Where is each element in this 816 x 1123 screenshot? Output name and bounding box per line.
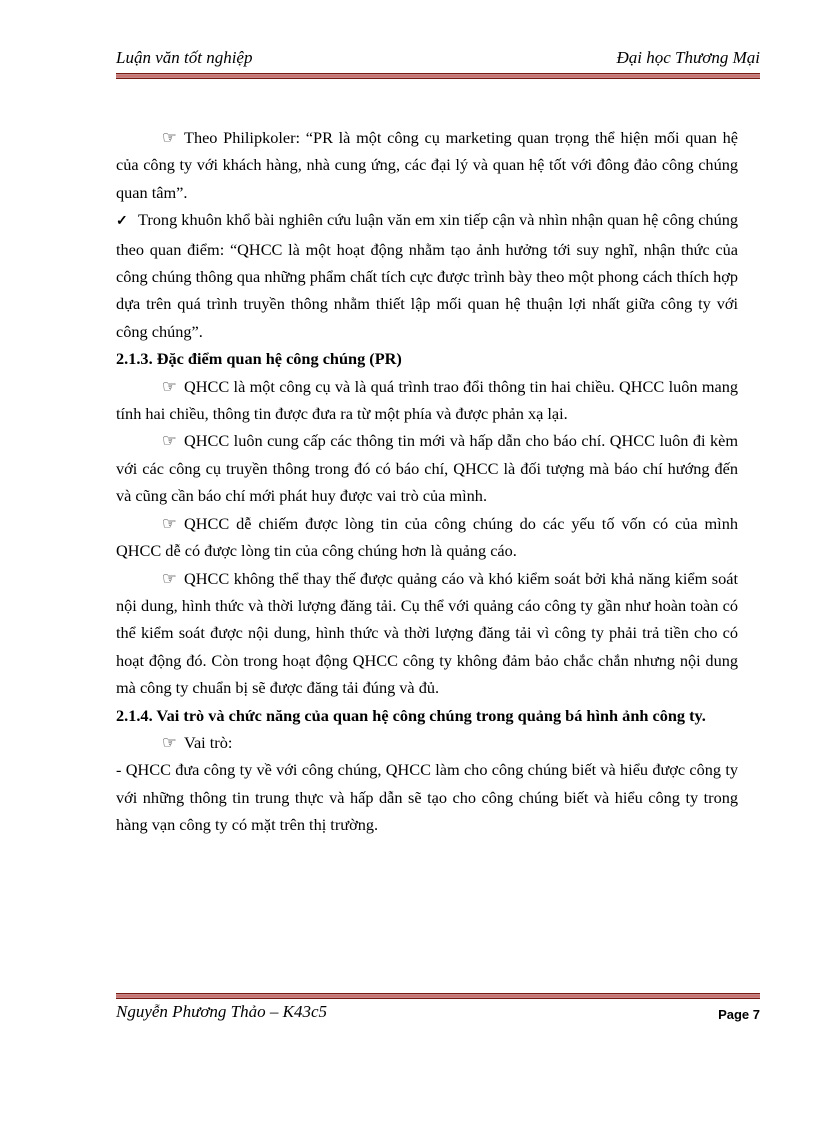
- subheading-role: ☞ Vai trò:: [116, 729, 738, 756]
- paragraph-approach: ✓ Trong khuôn khổ bài nghiên cứu luận văn em xin tiếp cận và nhìn nhận quan hệ công chúng theo quan điểm: “QHCC là một hoạt động nhằm tạo ảnh hưởng tới suy nghĩ, nhận thức của công chúng thông qua những phẩm chất tích cực được trình bày theo một phong cách thích hợp dựa trên quá trình truyền thông nhằm thiết lập mối quan hệ thuận lợi nhất giữa công ty với công chúng”.: [116, 210, 738, 341]
- check-arrow-icon: ✓: [116, 214, 128, 230]
- paragraph-role-item: - QHCC đưa công ty về với công chúng, QHCC làm cho công chúng biết và hiểu được công ty với những thông tin trung thực và hấp dẫn sẽ tạo cho công chúng biết và hiểu công ty trong hàng vạn công ty có mặt trên thị trường.: [116, 760, 738, 835]
- pointing-hand-icon: ☞: [162, 568, 177, 588]
- document-body: [116, 124, 738, 839]
- header-rule: [116, 73, 760, 79]
- paragraph-trust: ☞ QHCC dễ chiếm được lòng tin của công chúng do các yếu tố vốn có của mình QHCC dễ có được lòng tin của công chúng hơn là quảng cáo.: [116, 510, 738, 565]
- header-thesis-title: Luận văn tốt nghiệp: [116, 48, 253, 67]
- section-heading-2-1-3: 2.1.3. Đặc điểm quan hệ công chúng (PR): [116, 349, 402, 369]
- pointing-hand-icon: ☞: [162, 732, 177, 752]
- page-header: [116, 48, 760, 72]
- paragraph-two-way: ☞ QHCC là một công cụ và là quá trình trao đổi thông tin hai chiều. QHCC luôn mang tính hai chiều, thông tin được đưa ra từ một phía và được phản xạ lại.: [116, 373, 738, 428]
- pointing-hand-icon: ☞: [162, 431, 177, 451]
- pointing-hand-icon: ☞: [162, 376, 177, 396]
- footer-rule: [116, 993, 760, 999]
- pointing-hand-icon: ☞: [162, 513, 177, 533]
- page-footer: [116, 1002, 760, 1026]
- pointing-hand-icon: ☞: [162, 128, 177, 147]
- footer-author: Nguyễn Phương Thảo – K43c5: [116, 1002, 327, 1021]
- header-university: Đại học Thương Mại: [616, 48, 760, 67]
- paragraph-press: ☞ QHCC luôn cung cấp các thông tin mới và hấp dẫn cho báo chí. QHCC luôn đi kèm với các công cụ truyền thông trong đó có báo chí, QHCC là đối tượng mà báo chí hướng đến và cũng cần báo chí mới phát huy được vai trò của mình.: [116, 427, 738, 509]
- paragraph-control: ☞ QHCC không thể thay thế được quảng cáo và khó kiểm soát bởi khả năng kiểm soát nội dung, hình thức và thời lượng đăng tải. Cụ thể với quảng cáo công ty gần như hoàn toàn có thể kiểm soát được nội dung, hình thức và thời lượng đăng tải vì công ty phải trả tiền cho có hoạt động đó. Còn trong hoạt động QHCC công ty không đảm bảo chắc chắn nhưng nội dung mà công ty chuẩn bị sẽ được đăng tải đúng và đủ.: [116, 565, 738, 702]
- paragraph-philipkoler: ☞ Theo Philipkoler: “PR là một công cụ marketing quan trọng thể hiện mối quan hệ của công ty với khách hàng, nhà cung ứng, các đại lý và quan hệ tốt với đông đảo công chúng quan tâm”.: [116, 124, 738, 206]
- page-number: Page 7: [718, 1007, 760, 1022]
- section-heading-2-1-4: 2.1.4. Vai trò và chức năng của quan hệ công chúng trong quảng bá hình ảnh công ty.: [116, 705, 706, 725]
